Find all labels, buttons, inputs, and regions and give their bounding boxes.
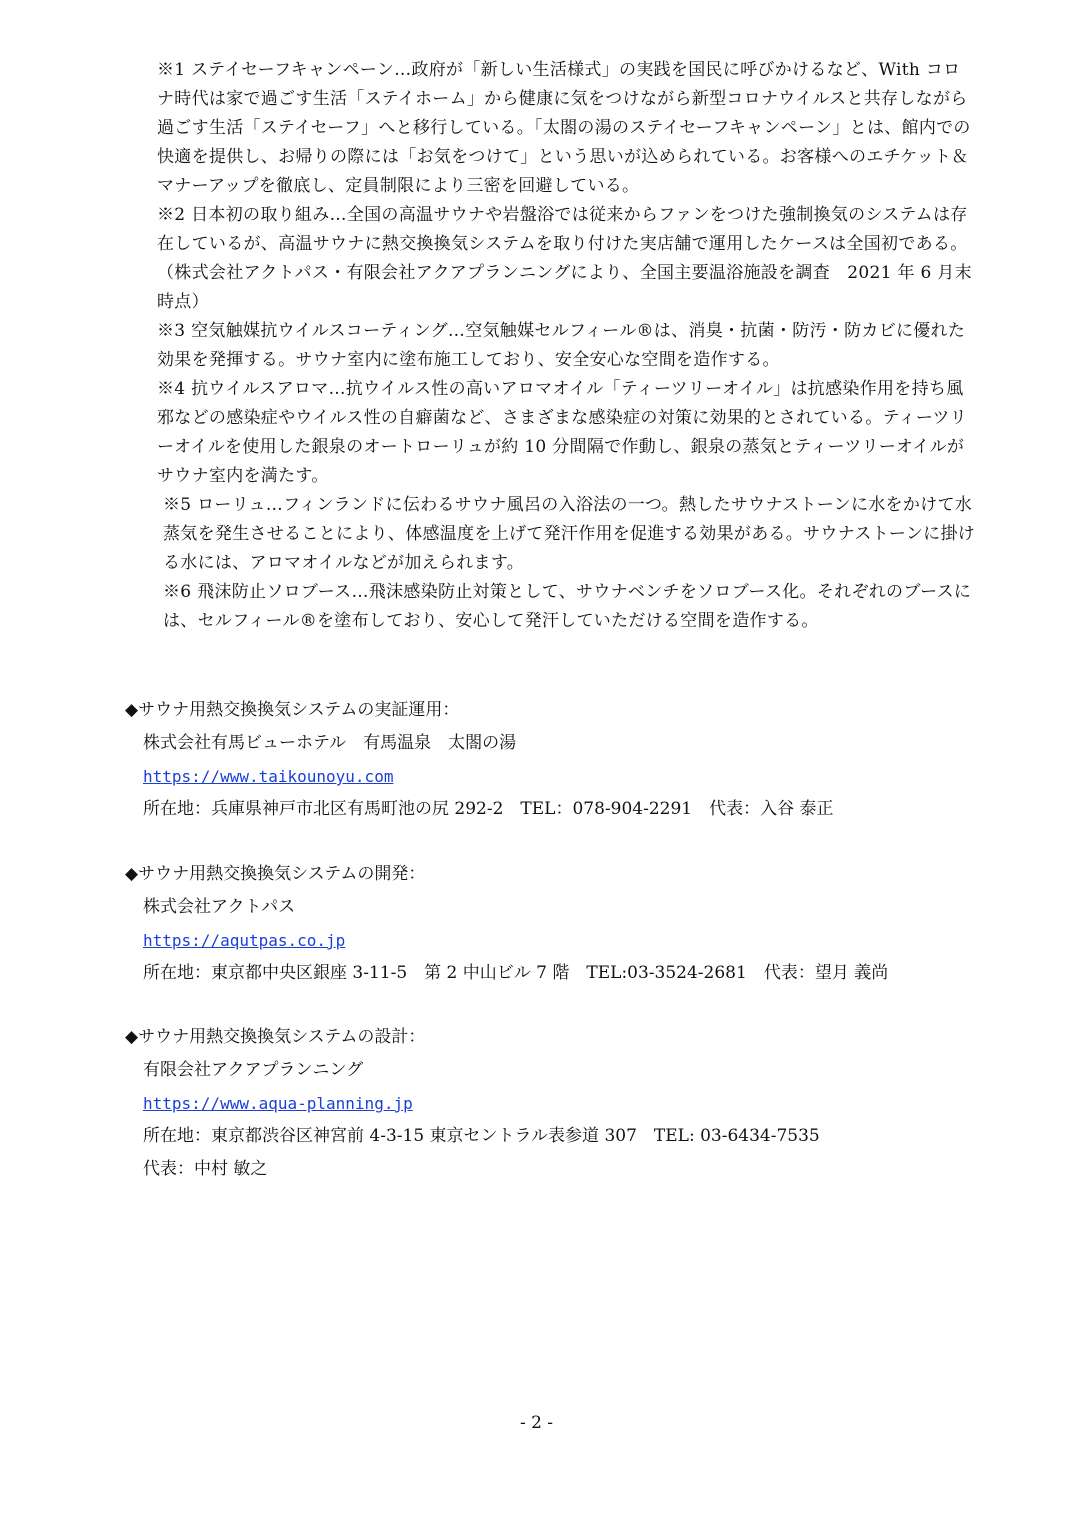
company-address: 所在地：兵庫県神戸市北区有馬町池の尻 292-2 TEL：078-904-2291 代表：入谷 泰正	[143, 799, 834, 819]
company-url-link[interactable]: https://www.taikounoyu.com	[143, 767, 394, 786]
company-address: 所在地：東京都渋谷区神宮前 4-3-15 東京セントラル表参道 307 TEL: 03-6434-7535	[143, 1126, 820, 1146]
company-url-link[interactable]: https://www.aqua-planning.jp	[143, 1094, 413, 1113]
section-development	[125, 858, 985, 990]
section-heading: ◆サウナ用熱交換換気システムの設計：	[125, 1027, 426, 1047]
company-url-link[interactable]: https://aqutpas.co.jp	[143, 931, 346, 950]
footnote-6: ※6 飛沫防止ソロブース…飛沫感染防止対策として、サウナベンチをソロブース化。それぞれのブースには、セルフィール®を塗布しており、安心して発汗していただける空間を造作する。	[163, 582, 972, 631]
section-design	[125, 1021, 985, 1186]
footnote-2: ※2 日本初の取り組み…全国の高温サウナや岩盤浴では従来からファンをつけた強制換気のシステムは存在しているが、高温サウナに熱交換換気システムを取り付けた実店舗で運用したケースは全国初である。	[157, 205, 968, 254]
company-name: 有限会社アクアプランニング	[143, 1060, 364, 1080]
section-operation	[125, 694, 985, 826]
company-address: 所在地：東京都中央区銀座 3-11-5 第 2 中山ビル 7 階 TEL:03-3524-2681 代表：望月 義尚	[143, 963, 889, 983]
company-name: 株式会社アクトパス	[143, 897, 296, 917]
footnote-2-source: （株式会社アクトパス・有限会社アクアプランニングにより、全国主要温浴施設を調査 2021 年 6 月末時点）	[157, 263, 972, 312]
company-name: 株式会社有馬ビューホテル 有馬温泉 太閤の湯	[143, 733, 517, 753]
page-number: - 2 -	[519, 1413, 554, 1433]
footnote-4: ※4 抗ウイルスアロマ…抗ウイルス性の高いアロマオイル「ティーツリーオイル」は抗感染作用を持ち風邪などの感染症やウイルス性の自癖菌など、さまざまな感染症の対策に効果的とされている。ティーツリーオイルを使用した銀泉のオートローリュが約 10 分間隔で作動し、銀泉の蒸気とティーツリーオイルがサウナ室内を満たす。	[157, 379, 968, 486]
footnotes	[157, 56, 977, 636]
section-heading: ◆サウナ用熱交換換気システムの実証運用：	[125, 700, 460, 720]
footnote-3: ※3 空気触媒抗ウイルスコーティング…空気触媒セルフィール®は、消臭・抗菌・防汚・防カビに優れた効果を発揮する。サウナ室内に塗布施工しており、安全安心な空間を造作する。	[157, 321, 966, 370]
section-heading: ◆サウナ用熱交換換気システムの開発：	[125, 864, 426, 884]
company-representative: 代表：中村 敏之	[143, 1159, 268, 1179]
footnote-1: ※1 ステイセーフキャンペーン…政府が「新しい生活様式」の実践を国民に呼びかけるなど、With コロナ時代は家で過ごす生活「ステイホーム」から健康に気をつけながら新型コロナウイルスと共存しながら過ごす生活「ステイセーフ」へと移行している。「太閤の湯のステイセーフキャンペーン」とは、館内での快適を提供し、お帰りの際には「お気をつけて」という思いが込められている。お客様へのエチケット＆マナーアップを徹底し、定員制限により三密を回避している。	[157, 60, 971, 196]
footnote-5: ※5 ローリュ…フィンランドに伝わるサウナ風呂の入浴法の一つ。熱したサウナストーンに水をかけて水蒸気を発生させることにより、体感温度を上げて発汗作用を促進する効果がある。サウナストーンに掛ける水には、アロマオイルなどが加えられます。	[163, 495, 976, 573]
